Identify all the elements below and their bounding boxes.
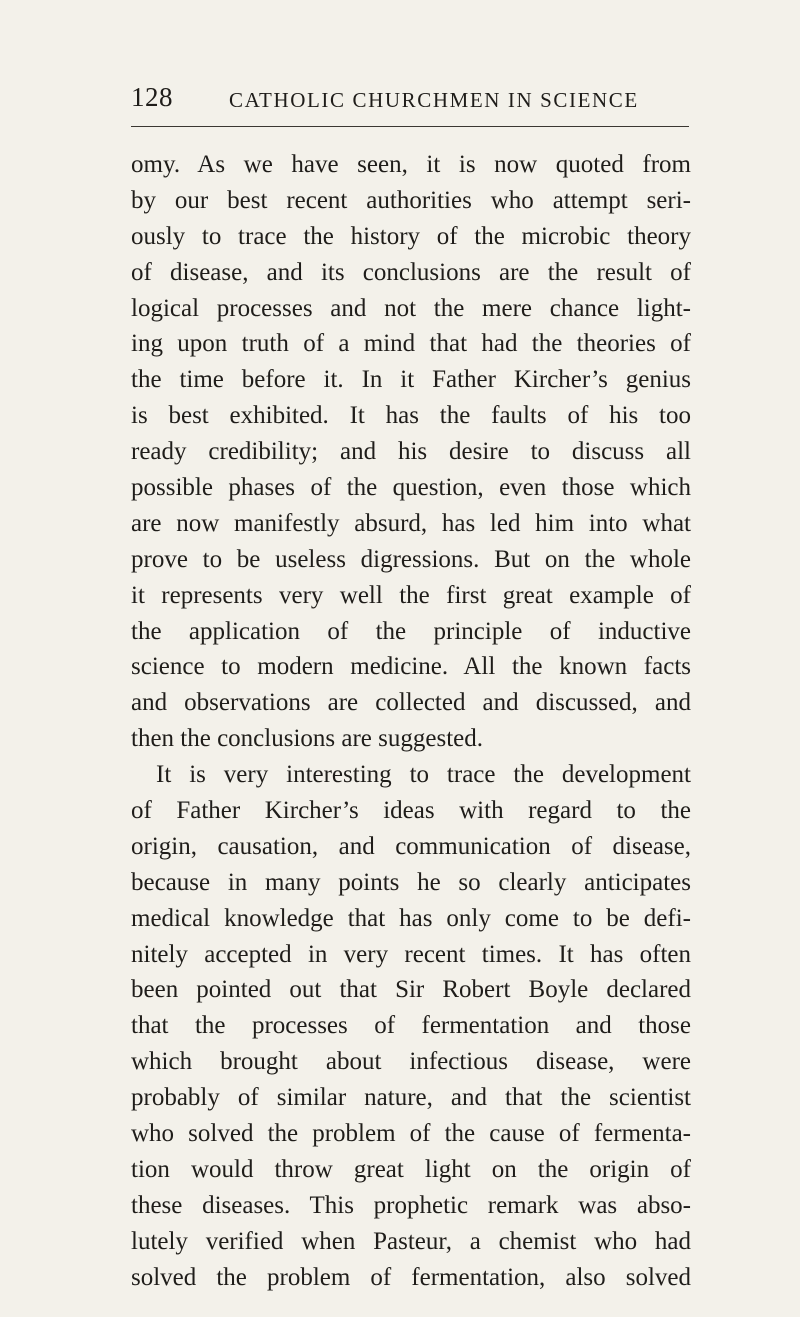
running-head [131, 82, 691, 122]
text-line: been pointed out that Sir Robert Boyle declared [131, 976, 691, 1004]
paragraph-end-line: then the conclusions are suggested. [131, 725, 483, 753]
text-line: are now manifestly absurd, has led him into what [131, 509, 691, 537]
text-line: these diseases. This prophetic remark was abso- [131, 1191, 691, 1219]
text-line: lutely verified when Pasteur, a chemist who had [131, 1227, 691, 1255]
text-line: prove to be useless digressions. But on the whole [131, 545, 691, 573]
text-line: of Father Kircher’s ideas with regard to the [131, 797, 691, 825]
text-line: which brought about infectious disease, were [131, 1048, 691, 1076]
text-line: and observations are collected and discussed, and [131, 689, 691, 717]
text-line: possible phases of the question, even those which [131, 474, 691, 502]
running-title: CATHOLIC CHURCHMEN IN SCIENCE [229, 88, 639, 112]
text-line: medical knowledge that has only come to be defi- [131, 904, 691, 932]
text-line: logical processes and not the mere chance light- [131, 294, 691, 322]
text-line: nitely accepted in very recent times. It has often [131, 940, 691, 968]
text-line: the time before it. In it Father Kircher’s genius [131, 366, 691, 394]
header-rule [131, 126, 689, 127]
text-line: science to modern medicine. All the known facts [131, 653, 691, 681]
text-line: by our best recent authorities who attempt seri- [131, 186, 691, 214]
text-line: that the processes of fermentation and those [131, 1012, 691, 1040]
text-line: origin, causation, and communication of disease, [131, 832, 691, 860]
text-line: it represents very well the first great example of [131, 581, 691, 609]
text-line: ing upon truth of a mind that had the theories of [131, 330, 691, 358]
page-number: 128 [131, 82, 173, 112]
text-line: ously to trace the history of the microbic theory [131, 222, 691, 250]
text-line: ready credibility; and his desire to discuss all [131, 438, 691, 466]
text-line: omy. As we have seen, it is now quoted from [131, 151, 691, 178]
text-line: because in many points he so clearly anticipates [131, 868, 691, 896]
text-line: of disease, and its conclusions are the result of [131, 258, 691, 286]
text-line: solved the problem of fermentation, also solved [131, 1263, 691, 1291]
paragraph-start-line: It is very interesting to trace the development [156, 761, 691, 789]
text-line: tion would throw great light on the origin of [131, 1155, 691, 1183]
text-line: is best exhibited. It has the faults of his too [131, 402, 691, 430]
text-line: who solved the problem of the cause of fermenta- [131, 1120, 691, 1148]
text-line: probably of similar nature, and that the scientist [131, 1084, 691, 1112]
text-line: the application of the principle of inductive [131, 617, 691, 645]
body-text [131, 147, 691, 1296]
